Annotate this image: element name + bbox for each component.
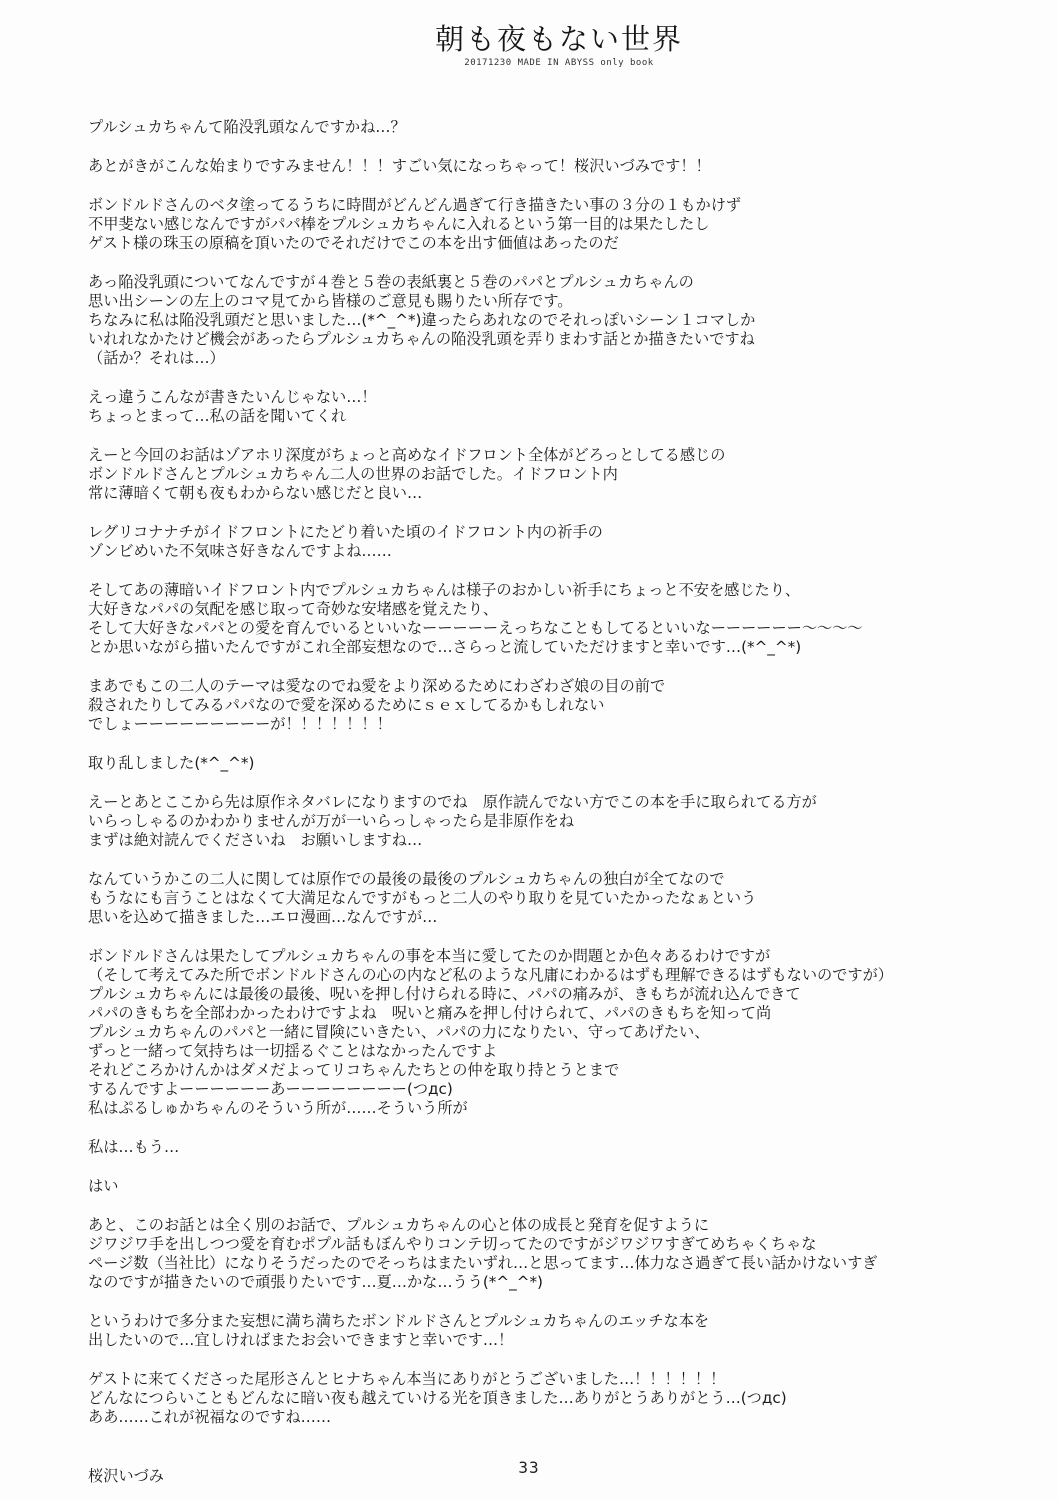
text-line: まずは絶対読んでくださいね お願いしますね… [88,831,423,849]
text-line: えーと今回のお話はゾアホリ深度がちょっと高めなイドフロント全体がどろっとしてる感じの [88,446,726,464]
text-line: 大好きなパパの気配を感じ取って奇妙な安堵感を覚えたり、 [88,600,499,618]
text-line: 不甲斐ない感じなんですがパパ棒をプルシュカちゃんに入れるという第一目的は果たしたし [88,215,710,233]
paragraph [88,118,988,137]
text-line: ページ数（当社比）になりそうだったのでそっちはまたいずれ…と思ってます…体力なさ過ぎて長い話かけないすぎ [88,1254,878,1272]
paragraph [88,273,988,368]
text-line: 思い出シーンの左上のコマ見てから皆様のご意見も賜りたい所存です。 [88,292,573,310]
paragraph [88,1216,988,1292]
text-line: パパのきもちを全部わかったわけですよね 呪いと痛みを押し付けられて、パパのきもちを知って尚 [88,1004,772,1022]
text-line: ボンドルドさんとプルシュカちゃん二人の世界のお話でした。イドフロント内 [88,465,618,483]
text-line: ボンドルドさんのベタ塗ってるうちに時間がどんどん過ぎて行き描きたい事の３分の１もかけず [88,196,742,214]
paragraph [88,196,988,253]
text-line: レグリコナナチがイドフロントにたどり着いた頃のイドフロント内の祈手の [88,523,603,541]
paragraph [88,754,988,773]
text-line: あとがきがこんな始まりですみません！！！すごい気になっちゃって！桜沢いづみです！！ [88,157,711,175]
paragraph [88,947,988,1118]
afterword-body [88,118,988,1486]
text-line: ボンドルドさんは果たしてプルシュカちゃんの事を本当に愛してたのか問題とか色々あるわけですが [88,947,771,965]
paragraph [88,523,988,561]
text-line: それどころかけんかはダメだよってリコちゃんたちとの仲を取り持とうとまで [88,1061,620,1079]
text-line: はい [88,1177,119,1195]
text-line: ゲストに来てくださった尾形さんとヒナちゃん本当にありがとうございました…！！！！！！ [88,1370,726,1388]
text-line: ゲスト様の珠玉の原稿を頂いたのでそれだけでこの本を出す価値はあったのだ [88,234,619,252]
text-line: ジワジワ手を出しつつ愛を育むポプル話もぼんやりコンテ切ってたのですがジワジワすぎてめちゃくちゃな [88,1235,817,1253]
text-line: なのですが描きたいので頑張りたいです…夏…かな…うう(*^_^*) [88,1273,543,1291]
text-line: なんていうかこの二人に関しては原作での最後の最後のプルシュカちゃんの独白が全てなので [88,870,725,888]
text-line: 思いを込めて描きました…エロ漫画…なんですが… [88,908,438,926]
text-line: いらっしゃるのかわかりませんが万が一いらっしゃったら是非原作をね [88,812,574,830]
text-line: （話か？それは…） [88,349,225,367]
text-line: （そして考えてみた所でボンドルドさんの心の内など私のような凡庸にわかるはずも理解できるはずもないのですが） [88,966,893,984]
paragraph [88,1370,988,1427]
text-line: そしてあの薄暗いイドフロント内でプルシュカちゃんは様子のおかしい祈手にちょっと不安を感じたり、 [88,581,801,599]
paragraph [88,581,988,657]
paragraph [88,870,988,927]
text-line: 常に薄暗くて朝も夜もわからない感じだと良い… [88,484,423,502]
text-line: もうなにも言うことはなくて大満足なんですがもっと二人のやり取りを見ていたかったなぁという [88,889,757,907]
paragraph [88,1177,988,1196]
paragraph [88,677,988,734]
text-line: あと、このお話とは全く別のお話で、プルシュカちゃんの心と体の成長と発育を促すように [88,1216,710,1234]
paragraph [88,793,988,850]
page-title: 朝も夜もない世界 [434,22,683,56]
paragraph [88,1138,988,1157]
text-line: するんですよーーーーーーあーーーーーーーー(つдc) [88,1080,453,1098]
text-line: あっ陥没乳頭についてなんですが４巻と５巻の表紙裏と５巻のパパとプルシュカちゃんの [88,273,694,291]
text-line: 私は…もう… [88,1138,180,1156]
header [0,22,1058,69]
text-line: 私はぷるしゅかちゃんのそういう所が……そういう所が [88,1099,468,1117]
text-line: プルシュカちゃんのパパと一緒に冒険にいきたい、パパの力になりたい、守ってあげたい、 [88,1023,710,1041]
text-line: ちょっとまって…私の話を聞いてくれ [88,407,347,425]
text-line: ちなみに私は陥没乳頭だと思いました…(*^_^*)違ったらあれなのでそれっぽいシーン１コマしか [88,311,756,329]
paragraph [88,157,988,176]
text-line: えーとあとここから先は原作ネタバレになりますのでね 原作読んでない方でこの本を手に取られてる方が [88,793,817,811]
text-line: 出したいので…宜しければまたお会いできますと幸いです…！ [88,1331,514,1349]
text-line: ああ……これが祝福なのですね…… [88,1408,331,1426]
page-subtitle: 20171230 MADE IN ABYSS only book [464,58,654,68]
text-line: いれれなかたけど機会があったらプルシュカちゃんの陥没乳頭を弄りまわす話とか描きたいですね [88,330,755,348]
text-line: とか思いながら描いたんですがこれ全部妄想なので…さらっと流していただけますと幸いです…(*^_^*) [88,638,802,656]
paragraph [88,446,988,503]
text-line: ずっと一緒って気持ちは一切揺るぐことはなかったんですよ [88,1042,498,1060]
text-line: ゾンビめいた不気味さ好きなんですよね…… [88,542,392,560]
text-line: でしょーーーーーーーーーが！！！！！！！ [88,715,392,733]
text-line: そして大好きなパパとの愛を育んでいるといいなーーーーーえっちなこともしてるといいなーーーーーー～～～～ [88,619,863,637]
author-signature: 桜沢いづみ [88,1467,164,1485]
text-line: 取り乱しました(*^_^*) [88,754,255,772]
paragraph [88,1312,988,1350]
text-line: というわけで多分また妄想に満ち満ちたボンドルドさんとプルシュカちゃんのエッチな本を [88,1312,710,1330]
page-number: 33 [518,1458,540,1477]
text-line: 殺されたりしてみるパパなので愛を深めるためにｓｅｘしてるかもしれない [88,696,605,714]
text-line: プルシュカちゃんには最後の最後、呪いを押し付けられる時に、パパの痛みが、きもちが流れ込んできて [88,985,801,1003]
text-line: えっ違うこんなが書きたいんじゃない…！ [88,388,377,406]
text-line: プルシュカちゃんて陥没乳頭なんですかね…？ [88,118,406,136]
text-line: まあでもこの二人のテーマは愛なのでね愛をより深めるためにわざわざ娘の目の前で [88,677,666,695]
text-line: どんなにつらいこともどんなに暗い夜も越えていける光を頂きました…ありがとうありがとう…(つдc) [88,1389,787,1407]
paragraph [88,388,988,426]
